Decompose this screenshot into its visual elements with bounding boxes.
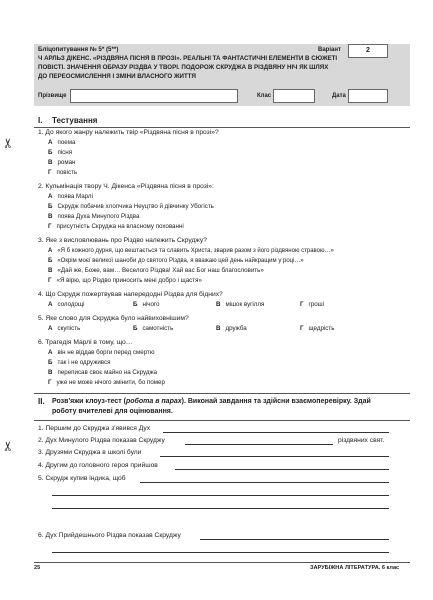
worksheet-title-line-4: ДО ПЕРЕОСМИСЛЕННЯ І ЗМІНИ ВЛАСНОГО ЖИТТЯ bbox=[38, 73, 196, 80]
cloze-item-2: 2. Дух Минулого Різдва показав Скруджу bbox=[38, 437, 165, 444]
worksheet-title-line-1: Бліцопитування № 5* (5**) bbox=[38, 46, 119, 53]
cloze-answer-line-5c[interactable] bbox=[52, 508, 389, 509]
class-label: Клас bbox=[257, 93, 272, 99]
scissors-icon: ✂ bbox=[0, 440, 16, 452]
cloze-answer-line-5[interactable] bbox=[140, 482, 389, 483]
q5-option-d[interactable]: Г щедрість bbox=[300, 325, 335, 332]
q6-option-c[interactable]: В переписав своє майно на Скруджа bbox=[48, 369, 158, 376]
q1-option-d[interactable]: Г повість bbox=[48, 169, 78, 176]
section-2-top-divider bbox=[34, 393, 410, 394]
q4-option-b[interactable]: Б нічого bbox=[133, 301, 160, 308]
q3-option-b[interactable]: Б «Окрім моєї великої шаноби до святого Різдва, я вважаю цей день найкращим у році…» bbox=[48, 258, 304, 264]
date-field[interactable] bbox=[348, 89, 388, 103]
cloze-item-3: 3. Друзями Скруджа в школі були bbox=[38, 449, 142, 456]
cloze-item-6: 6. Дух Прийдешнього Різдва показав Скруджу bbox=[38, 532, 181, 539]
section-2-number: II. bbox=[38, 397, 45, 406]
question-6: 6. Трагедія Марлі в тому, що… bbox=[38, 339, 133, 346]
q1-option-c[interactable]: В роман bbox=[48, 159, 76, 166]
variant-value: 2 bbox=[366, 47, 370, 54]
q3-option-d[interactable]: Г «Я вірю, що Різдво приносить мені добро і щастя» bbox=[48, 277, 202, 284]
section-2-instructions: Розв'яжи клоуз-тест (робота в парах). Виконай завдання та здійсни взаємоперевірку. Здай bbox=[52, 398, 371, 405]
question-5: 5. Яке слово для Скруджа було найвиховнішим? bbox=[38, 315, 189, 322]
variant-field bbox=[348, 44, 388, 58]
section-1-title: Тестування bbox=[52, 116, 98, 125]
section-2-instructions-line-2: роботу вчителеві для оцінювання. bbox=[52, 408, 173, 415]
cloze-answer-line-6b[interactable] bbox=[52, 552, 389, 553]
page-number: 25 bbox=[34, 565, 41, 571]
cloze-answer-line-5b[interactable] bbox=[52, 495, 389, 496]
cloze-item-5: 5. Скрудж купив індика, щоб bbox=[38, 475, 126, 482]
q4-option-a[interactable]: А солодощі bbox=[48, 301, 85, 308]
cloze-item-2-suffix: різдвяних свят. bbox=[338, 437, 385, 444]
q3-option-a[interactable]: А «Я б кожного дурня, що вештається та славить Христа, зварив разом з його різдвяною стравою…» bbox=[48, 248, 334, 254]
q1-option-a[interactable]: А поема bbox=[48, 139, 76, 146]
q4-option-c[interactable]: В мішок вугілля bbox=[216, 301, 265, 308]
cloze-answer-line-2[interactable] bbox=[185, 444, 333, 445]
cloze-item-4: 4. Другим до головного героя прийшов bbox=[38, 462, 158, 469]
q2-option-a[interactable]: А поява Марлі bbox=[48, 193, 93, 200]
section-1-number: I. bbox=[38, 116, 43, 125]
question-2: 2. Кульмінація твору Ч. Дікенса «Різдвяна пісня в прозі»: bbox=[38, 183, 214, 190]
worksheet-title-line-2: Ч АРЛЬЗ ДІКЕНС. «РІЗДВЯНА ПІСНЯ В ПРОЗІ». РЕАЛЬНІ ТА ФАНТАСТИЧНІ ЕЛЕМЕНТИ В СЮЖЕТІ bbox=[38, 55, 338, 62]
surname-label: Прізвище bbox=[38, 93, 67, 99]
q3-option-c[interactable]: В «Дай же, Боже, вам… Веселого Різдва! Хай вас Бог наш благословить» bbox=[48, 267, 264, 274]
q2-option-c[interactable]: В поява Духа Минулого Різдва bbox=[48, 213, 140, 220]
scissors-icon: ✂ bbox=[0, 137, 16, 149]
q1-option-b[interactable]: Б пісня bbox=[48, 149, 73, 156]
cloze-item-1: 1. Першим до Скруджа з'явився Дух bbox=[38, 425, 151, 432]
book-title: ЗАРУБІЖНА ЛІТЕРАТУРА. 6 клас bbox=[310, 565, 400, 571]
q2-option-d[interactable]: Г присутність Скруджа на власному похованні bbox=[48, 223, 184, 230]
date-label: Дата bbox=[332, 93, 346, 99]
q5-option-b[interactable]: Б самотність bbox=[133, 325, 174, 332]
surname-field[interactable] bbox=[70, 89, 238, 103]
q6-option-d[interactable]: Г уже не може нічого змінити, бо помер bbox=[48, 379, 165, 386]
q5-option-a[interactable]: А скупість bbox=[48, 325, 81, 332]
q6-option-a[interactable]: А він не віддав борги перед смертю bbox=[48, 349, 155, 356]
question-1: 1. До якого жанру належить твір «Різдвяна пісня в прозі»? bbox=[38, 129, 219, 136]
cloze-answer-line-4[interactable] bbox=[175, 469, 389, 470]
q5-option-c[interactable]: В дружба bbox=[216, 325, 247, 332]
cloze-answer-line-1[interactable] bbox=[163, 432, 389, 433]
footer-divider bbox=[34, 562, 410, 563]
cloze-answer-line-6[interactable] bbox=[200, 539, 389, 540]
q2-option-b[interactable]: Б Скрудж побачив хлопчика Неуцтво й дівчинку Убогість bbox=[48, 203, 214, 210]
variant-label: Варіант bbox=[318, 47, 341, 53]
cloze-answer-line-3[interactable] bbox=[160, 456, 389, 457]
worksheet-title-line-3: ПОВІСТІ. ЗНАЧЕННЯ ОБРАЗУ РІЗДВА У ТВОРІ. ПОДОРОЖ СКРУДЖА В РІЗДВЯНУ НІЧ ЯК ШЛЯХ bbox=[38, 64, 329, 71]
question-3: 3. Яке з висловлювань про Різдво належить Скруджу? bbox=[38, 237, 207, 244]
question-4: 4. Що Скрудж пожертвував напередодні Різдва для бідних? bbox=[38, 291, 223, 298]
class-field[interactable] bbox=[273, 89, 315, 103]
q6-option-b[interactable]: Б так і не одружився bbox=[48, 359, 111, 366]
section-2-divider bbox=[34, 420, 410, 421]
q4-option-d[interactable]: Г гроші bbox=[300, 301, 324, 308]
